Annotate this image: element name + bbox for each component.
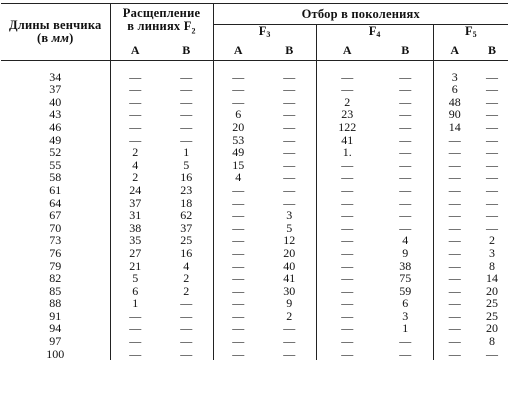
- cell-split-b: 4: [183, 258, 190, 273]
- cell-f5-a: 48: [433, 96, 476, 109]
- cell-split-b: 18: [180, 195, 193, 210]
- cell-length: 73: [49, 233, 62, 248]
- table-body: [1, 60, 508, 360]
- table-row: [1, 83, 508, 96]
- cell-f3-b: —: [283, 119, 296, 134]
- gen-f4-header: [316, 25, 433, 42]
- cell-f5-a: —: [433, 184, 476, 197]
- cell-f5-b: —: [486, 69, 499, 84]
- cell-f5-b: 14: [486, 271, 499, 286]
- length-header-line2: [37, 31, 74, 45]
- cell-f4-a: —: [316, 272, 378, 285]
- cell-length: 67: [49, 208, 62, 223]
- cell-f4-b: —: [399, 195, 412, 210]
- cell-f3-a: 49: [213, 146, 263, 159]
- split-header-sub: 2: [191, 26, 196, 36]
- length-header-suffix: ): [69, 30, 74, 45]
- cell-f4-a: —: [316, 159, 378, 172]
- cell-f3-b: —: [283, 132, 296, 147]
- cell-f5-b: —: [486, 346, 499, 361]
- gen-f3-header: [213, 25, 316, 42]
- table-row: [1, 247, 508, 260]
- cell-f3-b: —: [283, 145, 296, 160]
- cell-split-b: —: [180, 107, 193, 122]
- cell-length: 61: [49, 182, 62, 197]
- cell-f4-a: 122: [316, 121, 378, 134]
- cell-f4-b: —: [399, 132, 412, 147]
- cell-f3-a: —: [213, 335, 263, 348]
- cell-f5-b: —: [486, 94, 499, 109]
- split-header-text: в линиях F: [127, 19, 192, 34]
- cell-f5-a: —: [433, 297, 476, 310]
- cell-f5-a: 6: [433, 83, 476, 96]
- cell-f5-b: —: [486, 182, 499, 197]
- cell-f3-a: —: [213, 272, 263, 285]
- cell-split-a: 2: [110, 171, 160, 184]
- f5-col-b: B: [476, 42, 508, 61]
- cell-f5-a: —: [433, 260, 476, 273]
- cell-split-a: 38: [110, 222, 160, 235]
- cell-f3-a: —: [213, 209, 263, 222]
- cell-length: 46: [49, 119, 62, 134]
- cell-f3-a: —: [213, 322, 263, 335]
- cell-f4-b: —: [399, 208, 412, 223]
- cell-f3-a: 6: [213, 108, 263, 121]
- cell-f5-b: —: [486, 170, 499, 185]
- cell-f3-a: —: [213, 222, 263, 235]
- cell-length: 70: [49, 220, 62, 235]
- cell-f4-b: 75: [399, 271, 412, 286]
- selection-header-text: Отбор в поколениях: [301, 6, 420, 21]
- f5-col-a: А: [433, 42, 476, 61]
- cell-f4-a: —: [316, 297, 378, 310]
- cell-length: 37: [49, 82, 62, 97]
- cell-split-a: —: [110, 322, 160, 335]
- table-row: [1, 159, 508, 172]
- gen-f3-letter: F: [258, 24, 267, 38]
- cell-f3-a: 53: [213, 134, 263, 147]
- cell-f3-b: 30: [283, 283, 296, 298]
- cell-f4-b: 6: [402, 296, 409, 311]
- cell-split-b: —: [180, 296, 193, 311]
- f4-col-a: А: [316, 42, 378, 61]
- cell-f5-b: 2: [489, 233, 496, 248]
- cell-f4-b: 1: [402, 321, 409, 336]
- cell-f5-b: 20: [486, 321, 499, 336]
- table-row: [1, 222, 508, 235]
- cell-f3-b: 3: [286, 208, 293, 223]
- cell-length: 58: [49, 170, 62, 185]
- cell-f4-a: —: [316, 322, 378, 335]
- cell-length: 88: [49, 296, 62, 311]
- cell-split-b: 62: [180, 208, 193, 223]
- cell-f4-a: 2: [316, 96, 378, 109]
- table-row: [1, 209, 508, 222]
- cell-f5-b: —: [486, 220, 499, 235]
- cell-f5-b: —: [486, 145, 499, 160]
- cell-f5-b: —: [486, 82, 499, 97]
- split-header-line1: Расщепление: [122, 6, 201, 21]
- cell-f4-b: —: [399, 94, 412, 109]
- gen-f5-letter: F: [464, 24, 473, 38]
- cell-f3-a: —: [213, 96, 263, 109]
- cell-f5-a: —: [433, 335, 476, 348]
- table-row: [1, 184, 508, 197]
- table-row: [1, 285, 508, 298]
- cell-f3-a: 15: [213, 159, 263, 172]
- cell-f4-b: 4: [402, 233, 409, 248]
- cell-f4-a: —: [316, 285, 378, 298]
- cell-f3-b: 40: [283, 258, 296, 273]
- data-table: [1, 3, 508, 360]
- table-row: [1, 146, 508, 159]
- table-row: [1, 197, 508, 210]
- gen-f3-label: [259, 24, 271, 38]
- cell-f5-b: 8: [489, 334, 496, 349]
- cell-split-b: —: [180, 69, 193, 84]
- cell-f3-b: 41: [283, 271, 296, 286]
- cell-f3-b: —: [283, 82, 296, 97]
- cell-split-b: 16: [180, 245, 193, 260]
- cell-length: 43: [49, 107, 62, 122]
- length-unit: мм: [51, 30, 70, 45]
- cell-f5-a: —: [433, 310, 476, 323]
- cell-f4-b: —: [399, 334, 412, 349]
- cell-f3-a: —: [213, 260, 263, 273]
- cell-f4-a: —: [316, 71, 378, 84]
- length-header-prefix: (в: [36, 30, 52, 45]
- f3-col-a: А: [213, 42, 263, 61]
- cell-f4-a: —: [316, 83, 378, 96]
- cell-f3-b: —: [283, 195, 296, 210]
- cell-f4-b: —: [399, 182, 412, 197]
- cell-split-a: —: [110, 310, 160, 323]
- cell-split-a: 31: [110, 209, 160, 222]
- cell-f4-a: —: [316, 310, 378, 323]
- cell-split-a: 5: [110, 272, 160, 285]
- cell-length: 100: [46, 346, 65, 361]
- cell-f4-b: —: [399, 82, 412, 97]
- cell-split-a: —: [110, 121, 160, 134]
- cell-split-b: —: [180, 334, 193, 349]
- cell-split-a: —: [110, 335, 160, 348]
- cell-split-b: 37: [180, 220, 193, 235]
- cell-f5-b: 3: [489, 245, 496, 260]
- table-row: [1, 108, 508, 121]
- cell-f5-a: —: [433, 171, 476, 184]
- table-row: [1, 121, 508, 134]
- cell-split-a: 1: [110, 297, 160, 310]
- cell-f4-b: 59: [399, 283, 412, 298]
- cell-f3-b: 9: [286, 296, 293, 311]
- cell-f5-a: —: [433, 159, 476, 172]
- cell-split-a: 27: [110, 247, 160, 260]
- cell-f5-a: —: [433, 222, 476, 235]
- cell-split-b: 5: [183, 157, 190, 172]
- cell-f3-b: —: [283, 182, 296, 197]
- cell-f3-a: —: [213, 297, 263, 310]
- cell-f5-a: —: [433, 247, 476, 260]
- cell-f4-b: —: [399, 346, 412, 361]
- cell-f3-b: —: [283, 321, 296, 336]
- cell-f4-b: —: [399, 145, 412, 160]
- split-column-header: [110, 4, 213, 42]
- cell-split-a: —: [110, 108, 160, 121]
- table-row: [1, 272, 508, 285]
- cell-f4-b: 9: [402, 245, 409, 260]
- f4-col-b: B: [378, 42, 433, 61]
- cell-f4-a: 23: [316, 108, 378, 121]
- cell-split-b: —: [180, 119, 193, 134]
- cell-f5-b: 25: [486, 308, 499, 323]
- cell-f5-a: —: [433, 348, 476, 361]
- cell-split-a: 6: [110, 285, 160, 298]
- cell-f3-b: —: [283, 334, 296, 349]
- cell-f4-a: —: [316, 222, 378, 235]
- table-row: [1, 310, 508, 323]
- cell-f5-a: —: [433, 285, 476, 298]
- cell-f5-b: 8: [489, 258, 496, 273]
- table-row: [1, 322, 508, 335]
- cell-f4-a: 41: [316, 134, 378, 147]
- cell-f3-b: —: [283, 69, 296, 84]
- cell-split-a: —: [110, 71, 160, 84]
- cell-f3-b: —: [283, 94, 296, 109]
- cell-f5-a: 14: [433, 121, 476, 134]
- cell-f4-b: —: [399, 170, 412, 185]
- cell-length: 64: [49, 195, 62, 210]
- table-row: [1, 234, 508, 247]
- cell-split-b: —: [180, 346, 193, 361]
- cell-f4-a: 1.: [316, 146, 378, 159]
- cell-split-b: 1: [183, 145, 190, 160]
- table-row: [1, 134, 508, 147]
- cell-split-b: —: [180, 308, 193, 323]
- cell-split-a: 35: [110, 234, 160, 247]
- cell-split-b: —: [180, 321, 193, 336]
- length-header-line1: Длины венчика: [8, 18, 102, 33]
- cell-f4-a: —: [316, 260, 378, 273]
- table-row: [1, 335, 508, 348]
- cell-length: 94: [49, 321, 62, 336]
- cell-f5-a: —: [433, 134, 476, 147]
- cell-f3-b: 5: [286, 220, 293, 235]
- cell-f5-b: —: [486, 107, 499, 122]
- cell-f5-a: —: [433, 234, 476, 247]
- cell-f5-a: —: [433, 197, 476, 210]
- cell-f4-b: —: [399, 119, 412, 134]
- cell-f5-b: 25: [486, 296, 499, 311]
- length-column-header: [1, 4, 110, 61]
- gen-f4-label: [369, 24, 381, 38]
- cell-split-b: 2: [183, 283, 190, 298]
- cell-split-b: —: [180, 94, 193, 109]
- cell-split-a: —: [110, 96, 160, 109]
- cell-f3-a: 20: [213, 121, 263, 134]
- cell-split-b: —: [180, 82, 193, 97]
- cell-f4-b: —: [399, 107, 412, 122]
- table-row: [1, 260, 508, 273]
- cell-f5-b: 20: [486, 283, 499, 298]
- cell-f3-b: 2: [286, 308, 293, 323]
- gen-f5-label: [465, 24, 477, 38]
- cell-f4-b: 3: [402, 308, 409, 323]
- cell-f3-a: —: [213, 184, 263, 197]
- cell-split-a: 24: [110, 184, 160, 197]
- cell-f4-a: —: [316, 247, 378, 260]
- cell-f3-b: 12: [283, 233, 296, 248]
- cell-length: 55: [49, 157, 62, 172]
- cell-f3-a: —: [213, 348, 263, 361]
- cell-f3-a: —: [213, 83, 263, 96]
- cell-split-b: 2: [183, 271, 190, 286]
- cell-f4-a: —: [316, 209, 378, 222]
- cell-f3-a: 4: [213, 171, 263, 184]
- cell-f5-b: —: [486, 208, 499, 223]
- cell-length: 40: [49, 94, 62, 109]
- gen-f4-sub: 4: [376, 30, 381, 39]
- cell-split-a: —: [110, 348, 160, 361]
- cell-length: 82: [49, 271, 62, 286]
- gen-f3-sub: 3: [266, 30, 271, 39]
- cell-f3-b: —: [283, 346, 296, 361]
- cell-split-a: 37: [110, 197, 160, 210]
- cell-f3-a: —: [213, 285, 263, 298]
- cell-f3-a: —: [213, 310, 263, 323]
- cell-length: 34: [49, 69, 62, 84]
- cell-f3-b: —: [283, 107, 296, 122]
- cell-split-a: 21: [110, 260, 160, 273]
- split-col-a: А: [110, 42, 160, 61]
- cell-split-a: 4: [110, 159, 160, 172]
- cell-f5-b: —: [486, 195, 499, 210]
- cell-f4-b: —: [399, 157, 412, 172]
- table-row: [1, 297, 508, 310]
- cell-f3-a: —: [213, 71, 263, 84]
- cell-f4-b: —: [399, 220, 412, 235]
- cell-f4-b: 38: [399, 258, 412, 273]
- gen-f5-sub: 5: [472, 30, 477, 39]
- table-row: [1, 348, 508, 361]
- cell-f4-a: —: [316, 335, 378, 348]
- cell-length: 79: [49, 258, 62, 273]
- cell-split-a: 2: [110, 146, 160, 159]
- cell-f4-a: —: [316, 348, 378, 361]
- cell-f3-b: —: [283, 170, 296, 185]
- cell-f3-b: 20: [283, 245, 296, 260]
- split-col-b: B: [160, 42, 213, 61]
- cell-f5-b: —: [486, 132, 499, 147]
- cell-f3-b: —: [283, 157, 296, 172]
- cell-f5-a: —: [433, 209, 476, 222]
- cell-split-a: —: [110, 83, 160, 96]
- cell-f4-b: —: [399, 69, 412, 84]
- gen-f4-letter: F: [368, 24, 377, 38]
- cell-f5-a: 90: [433, 108, 476, 121]
- cell-f5-a: —: [433, 146, 476, 159]
- cell-f5-a: 3: [433, 71, 476, 84]
- cell-f3-a: —: [213, 247, 263, 260]
- cell-f5-b: —: [486, 157, 499, 172]
- cell-f4-a: —: [316, 197, 378, 210]
- cell-f5-a: —: [433, 272, 476, 285]
- cell-split-b: 23: [180, 182, 193, 197]
- cell-f3-a: —: [213, 234, 263, 247]
- cell-f4-a: —: [316, 234, 378, 247]
- cell-f5-a: —: [433, 322, 476, 335]
- split-header-line2: [127, 19, 196, 36]
- cell-split-b: 25: [180, 233, 193, 248]
- cell-split-a: —: [110, 134, 160, 147]
- selection-header: [213, 4, 508, 25]
- gen-f5-header: [433, 25, 508, 42]
- cell-length: 52: [49, 145, 62, 160]
- table-row: [1, 71, 508, 84]
- spacer-row: [1, 60, 508, 71]
- cell-split-b: 16: [180, 170, 193, 185]
- cell-f5-b: —: [486, 119, 499, 134]
- cell-f4-a: —: [316, 171, 378, 184]
- table-row: [1, 171, 508, 184]
- cell-f3-a: —: [213, 197, 263, 210]
- cell-length: 49: [49, 132, 62, 147]
- cell-length: 76: [49, 245, 62, 260]
- cell-length: 85: [49, 283, 62, 298]
- table-row: [1, 96, 508, 109]
- cell-split-b: —: [180, 132, 193, 147]
- f3-col-b: B: [263, 42, 316, 61]
- cell-length: 91: [49, 308, 62, 323]
- cell-length: 97: [49, 334, 62, 349]
- cell-f4-a: —: [316, 184, 378, 197]
